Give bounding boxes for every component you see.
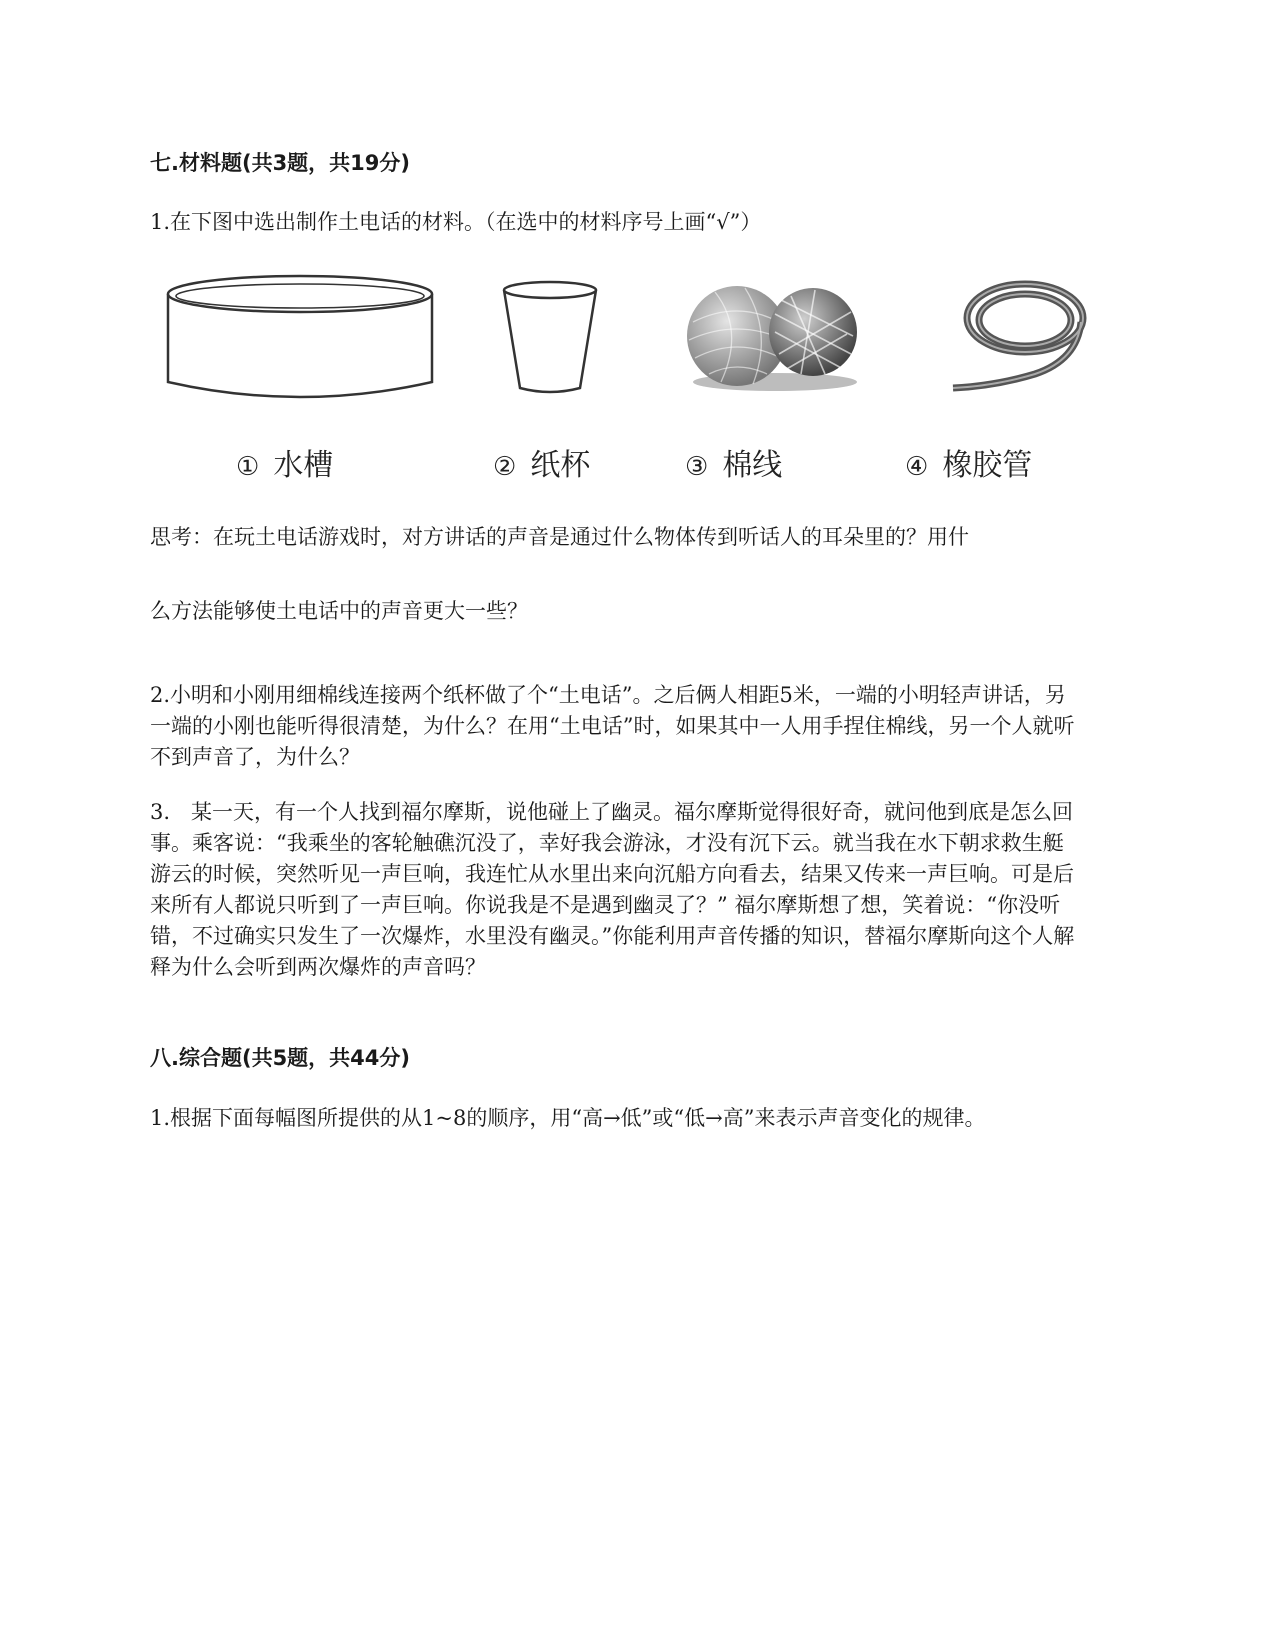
rubber-tube-icon	[905, 270, 1135, 410]
caption-label: 水槽	[273, 448, 334, 483]
caption-number: ④	[905, 452, 929, 482]
caption-paper-cup	[493, 440, 590, 484]
caption-water-tank	[236, 440, 333, 484]
question-7-1: 1.在下图中选出制作土电话的材料。（在选中的材料序号上画“√”）	[150, 210, 762, 234]
material-water-tank	[150, 270, 450, 500]
section-7-title: 七.材料题(共3题，共19分)	[150, 151, 411, 175]
caption-number: ②	[493, 452, 517, 482]
caption-label: 棉线	[722, 448, 783, 483]
paper-cup-icon	[490, 270, 610, 400]
caption-cotton-thread	[685, 440, 782, 484]
material-rubber-tube	[905, 270, 1135, 500]
caption-rubber-tube	[905, 440, 1032, 484]
caption-label: 橡胶管	[942, 448, 1033, 483]
question-8-1: 1.根据下面每幅图所提供的从1~8的顺序，用“高→低”或“低→高”来表示声音变化的规律。	[150, 1106, 986, 1130]
cotton-thread-icon	[675, 270, 875, 410]
section-8-title: 八.综合题(共5题，共44分)	[150, 1046, 411, 1070]
materials-figure	[150, 270, 1140, 500]
think-line-1: 思考：在玩土电话游戏时，对方讲话的声音是通过什么物体传到听话人的耳朵里的？用什	[150, 525, 969, 549]
caption-number: ③	[685, 452, 709, 482]
material-paper-cup	[490, 270, 650, 500]
question-7-3: 3. 某一天，有一个人找到福尔摩斯，说他碰上了幽灵。福尔摩斯觉得很好奇，就问他到底是怎么回事。乘客说：“我乘坐的客轮触礁沉没了，幸好我会游泳，才没有沉下云。就当我在水下朝求救生艇游云的时候，突然听见一声巨响，我连忙从水里出来向沉船方向看去，结果又传来一声巨响。可是后来所有人都说只听到了一声巨响。你说我是不是遇到幽灵了？” 福尔摩斯想了想，笑着说：“你没听错，不过确实只发生了一次爆炸，水里没有幽灵。”你能利用声音传播的知识，替福尔摩斯向这个人解释为什么会听到两次爆炸的声音吗？	[150, 800, 1075, 979]
caption-label: 纸杯	[530, 448, 591, 483]
material-cotton-thread	[675, 270, 875, 500]
think-line-2: 么方法能够使土电话中的声音更大一些？	[150, 599, 528, 623]
question-7-2: 2.小明和小刚用细棉线连接两个纸杯做了个“土电话”。之后俩人相距5米，一端的小明轻声讲话，另一端的小刚也能听得很清楚，为什么？在用“土电话”时，如果其中一人用手捏住棉线，另一个人就听不到声音了，为什么？	[150, 683, 1075, 769]
water-tank-icon	[150, 270, 450, 410]
caption-number: ①	[236, 452, 260, 482]
